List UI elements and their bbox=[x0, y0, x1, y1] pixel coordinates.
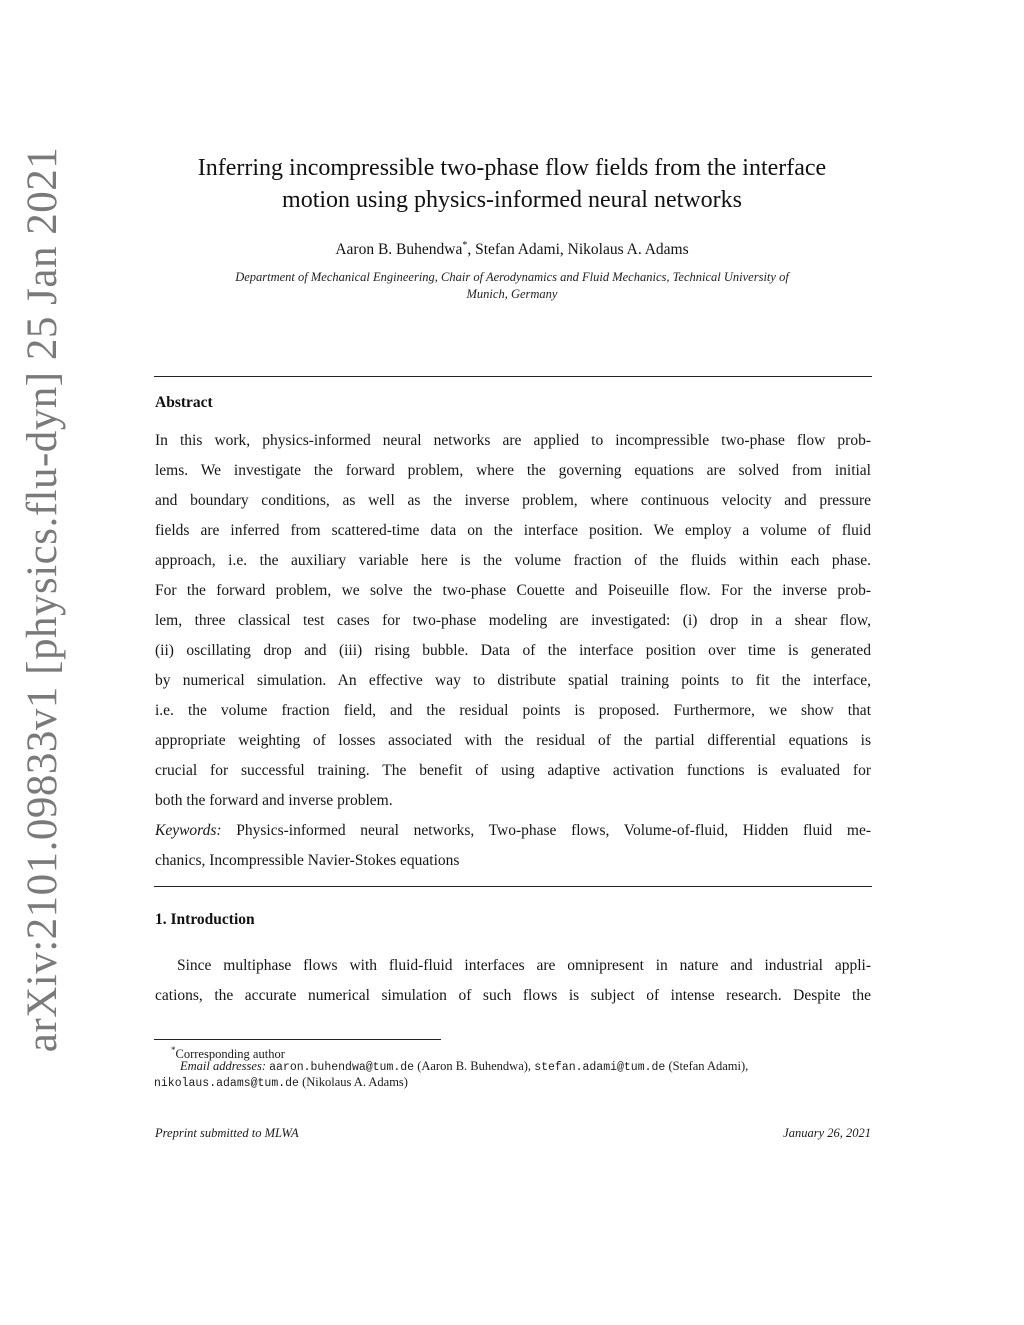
keywords-text: Physics-informed neural networks, Two-phase flows, Volume-of-fluid, Hidden fluid me- bbox=[236, 822, 871, 839]
preprint-date: January 26, 2021 bbox=[783, 1126, 871, 1140]
affiliation-line-1: Department of Mechanical Engineering, Chair of Aerodynamics and Fluid Mechanics, Technical University of bbox=[235, 270, 789, 284]
preprint-journal: Preprint submitted to MLWA bbox=[155, 1126, 299, 1140]
corresponding-author-label: Corresponding author bbox=[175, 1047, 285, 1062]
abstract-top-rule bbox=[154, 376, 872, 377]
co-authors: , Stefan Adami, Nikolaus A. Adams bbox=[467, 241, 689, 259]
arxiv-stamp bbox=[2, 146, 84, 1052]
email-link[interactable]: nikolaus.adams@tum.de bbox=[154, 1077, 299, 1090]
email-owner: (Nikolaus A. Adams) bbox=[302, 1075, 408, 1089]
keywords-label: Keywords: bbox=[155, 822, 222, 839]
title-line-1: Inferring incompressible two-phase flow fields from the interface bbox=[197, 155, 827, 181]
abstract-line: In this work, physics-informed neural networks are applied to incompressible two-phase flow prob- bbox=[155, 432, 871, 449]
section-heading-introduction: 1. Introduction bbox=[155, 911, 255, 928]
abstract-line: fields are inferred from scattered-time data on the interface position. We employ a volume of fluid bbox=[155, 522, 871, 539]
abstract-line: (ii) oscillating drop and (iii) rising bubble. Data of the interface position over time is generated bbox=[155, 642, 871, 659]
abstract-line: by numerical simulation. An effective way to distribute spatial training points to fit the interface, bbox=[155, 672, 871, 689]
abstract-line: approach, i.e. the auxiliary variable here is the volume fraction of the fluids within each phase. bbox=[155, 552, 871, 569]
affiliation-line-2: Munich, Germany bbox=[466, 287, 558, 301]
email-label: Email addresses: bbox=[180, 1059, 266, 1073]
email-link[interactable]: stefan.adami@tum.de bbox=[534, 1061, 666, 1074]
email-link[interactable]: aaron.buhendwa@tum.de bbox=[269, 1061, 415, 1074]
abstract-line: lems. We investigate the forward problem, where the governing equations are solved from initial bbox=[155, 462, 871, 479]
abstract-line: lem, three classical test cases for two-phase modeling are investigated: (i) drop in a shear flow, bbox=[155, 612, 871, 629]
abstract-bottom-rule bbox=[154, 886, 872, 887]
affiliation bbox=[160, 269, 864, 303]
email-owner: (Stefan Adami), bbox=[668, 1059, 749, 1073]
abstract-line: For the forward problem, we solve the two-phase Couette and Poiseuille flow. For the inverse prob- bbox=[155, 582, 871, 599]
abstract-line: and boundary conditions, as well as the inverse problem, where continuous velocity and pressure bbox=[155, 492, 871, 509]
footnote-emails-continued bbox=[154, 1074, 408, 1092]
abstract-line: appropriate weighting of losses associated with the residual of the partial differential equations is bbox=[155, 732, 871, 749]
author-list bbox=[150, 240, 874, 259]
footnote-mark: * bbox=[171, 1045, 176, 1055]
body-line: cations, the accurate numerical simulation of such flows is subject of intense research. Despite the bbox=[155, 987, 871, 1004]
title-line-2: motion using physics-informed neural networks bbox=[282, 187, 742, 213]
keywords-line-1 bbox=[155, 816, 871, 846]
author-name: Aaron B. Buhendwa bbox=[335, 241, 463, 259]
abstract-heading: Abstract bbox=[155, 394, 213, 411]
keywords-line-2: chanics, Incompressible Navier-Stokes equations bbox=[155, 852, 460, 869]
arxiv-identifier: arXiv:2101.09833v1 [physics.flu-dyn] 25 Jan 2021 bbox=[19, 146, 67, 1052]
abstract-line: crucial for successful training. The benefit of using adaptive activation functions is evaluated for bbox=[155, 762, 871, 779]
abstract-line: i.e. the volume fraction field, and the residual points is proposed. Furthermore, we show that bbox=[155, 702, 871, 719]
body-line: Since multiphase flows with fluid-fluid interfaces are omnipresent in nature and industrial appli- bbox=[177, 957, 871, 974]
footnote-rule bbox=[154, 1039, 441, 1040]
abstract-line: both the forward and inverse problem. bbox=[155, 792, 393, 809]
corresponding-mark: * bbox=[462, 240, 468, 251]
email-owner: (Aaron B. Buhendwa), bbox=[417, 1059, 532, 1073]
paper-title bbox=[150, 152, 874, 216]
